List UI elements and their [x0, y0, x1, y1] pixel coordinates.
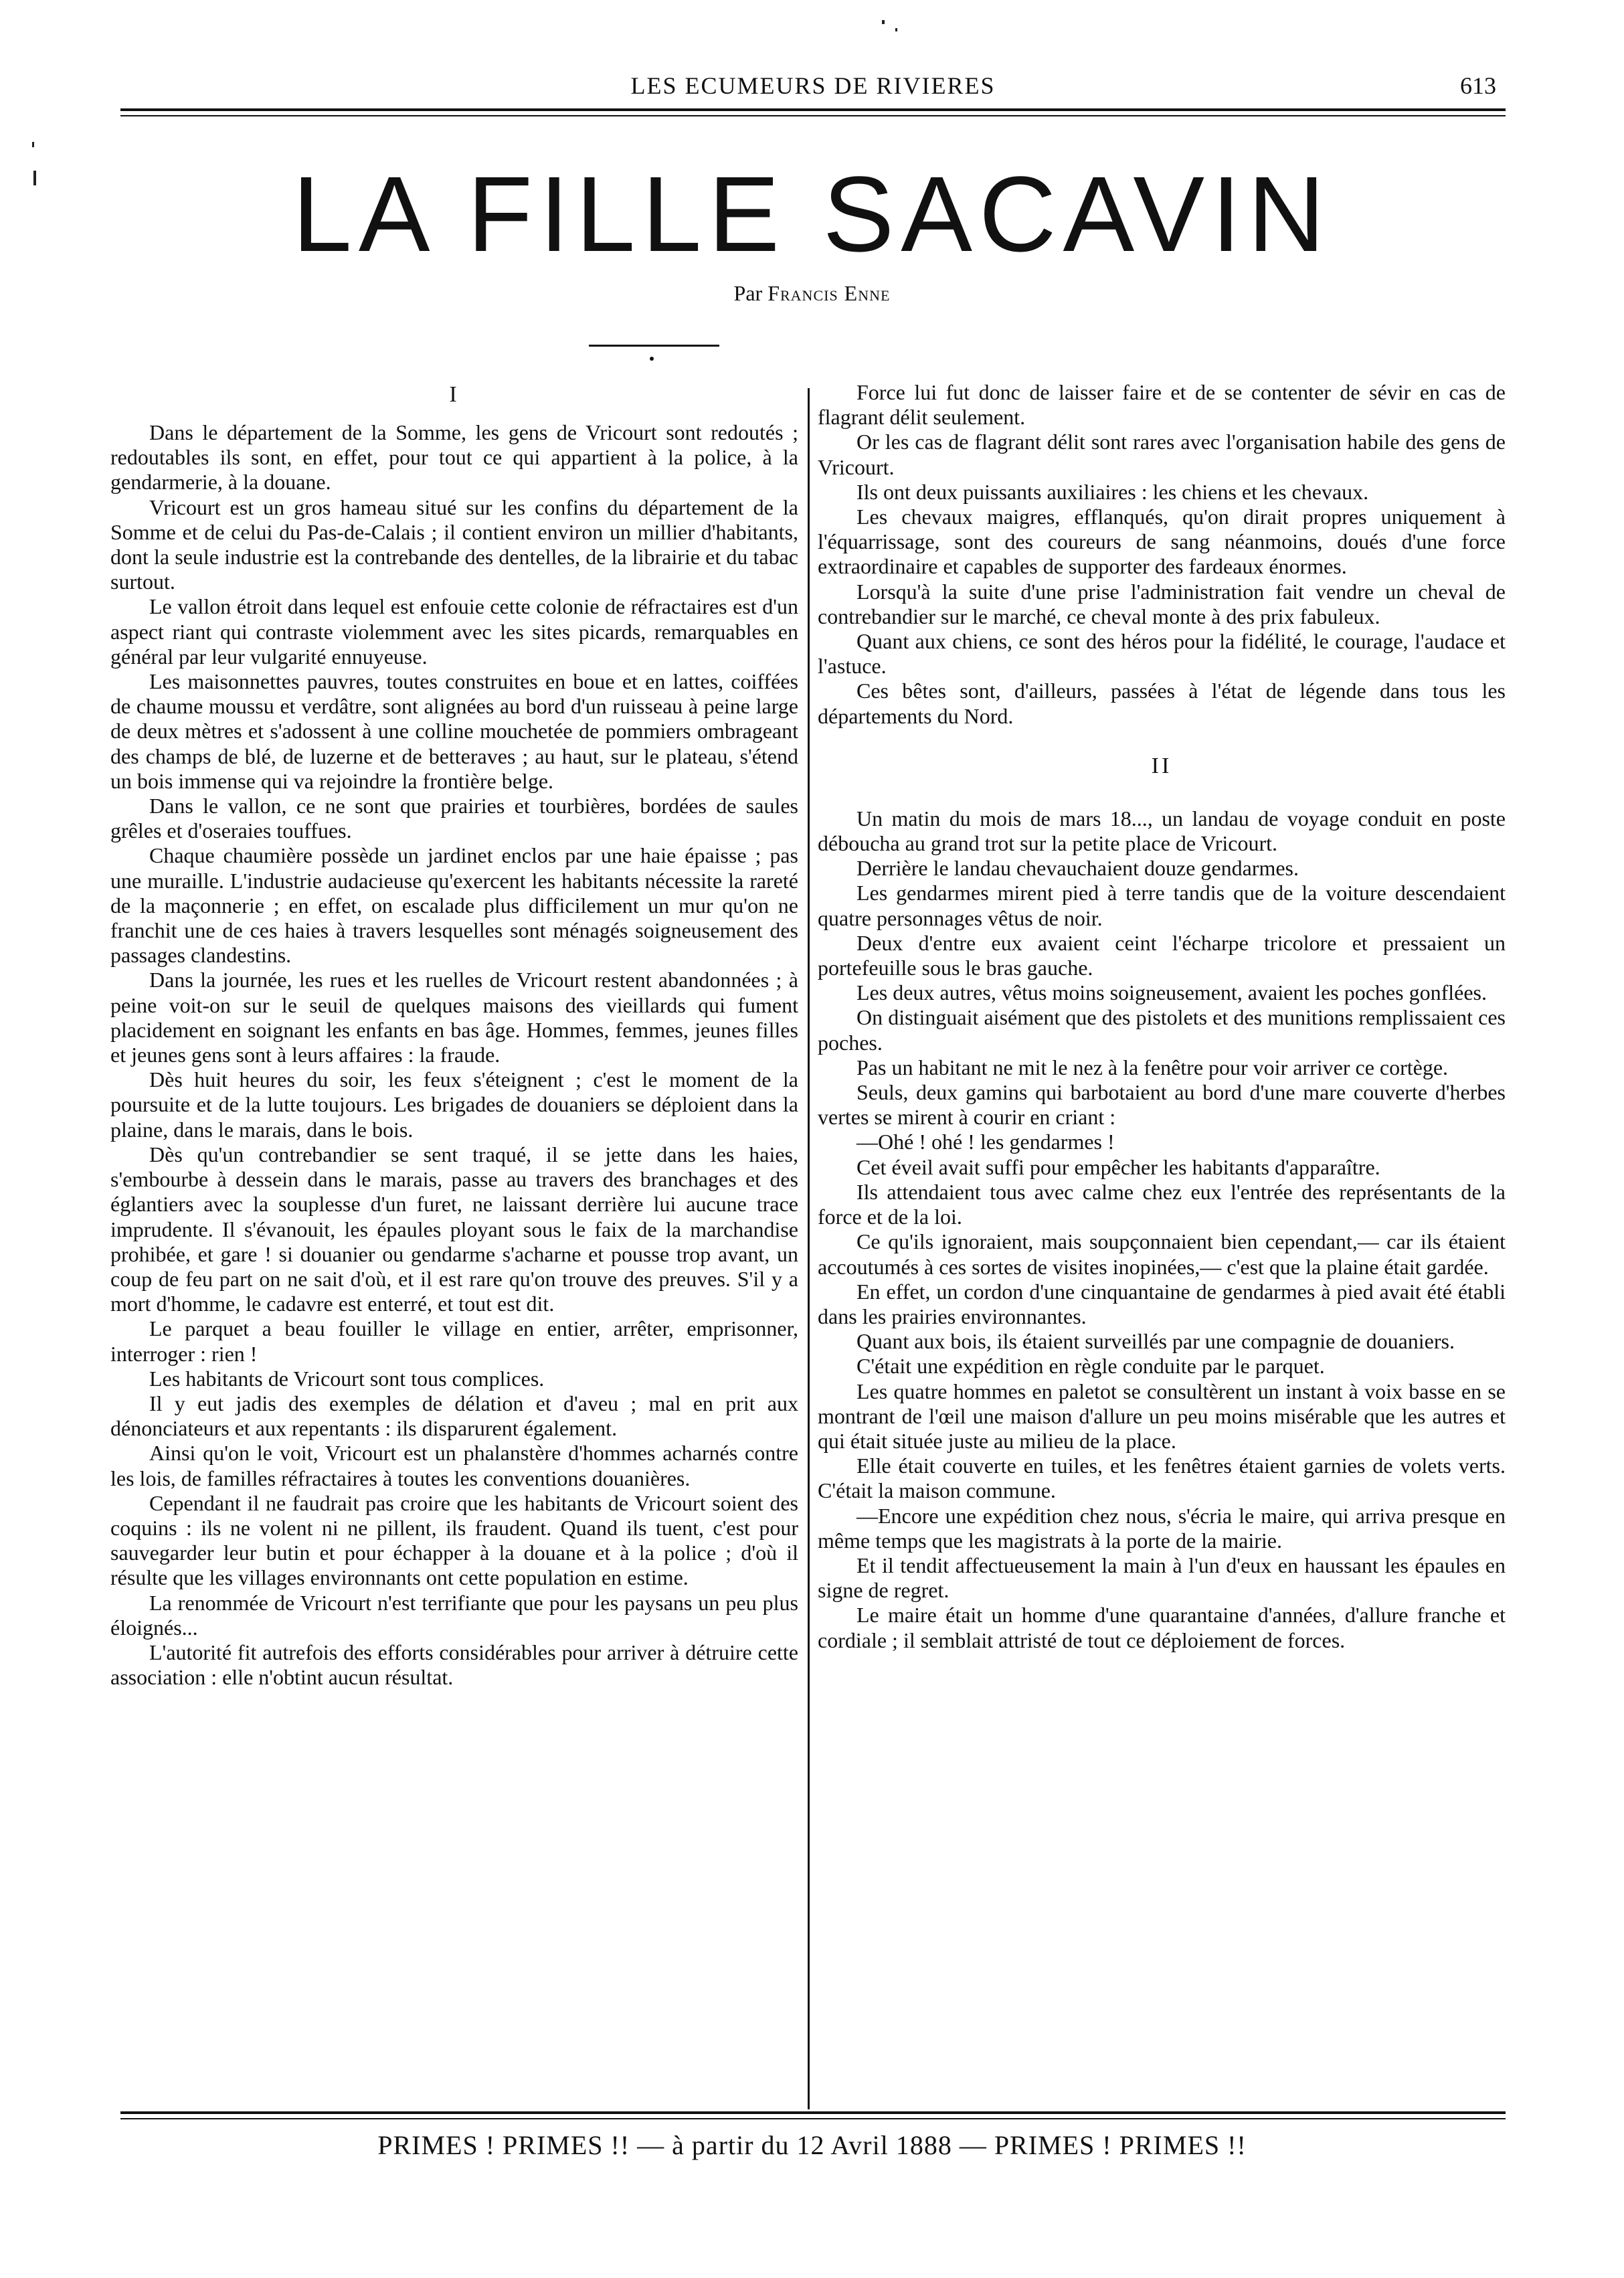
- left-column: [110, 380, 798, 2107]
- paragraph: Elle était couverte en tuiles, et les fenêtres étaient garnies de volets verts. C'était la maison commune.: [818, 1454, 1506, 1503]
- paragraph: Dans la journée, les rues et les ruelles de Vricourt restent abandonnées ; à peine voit-on sur le seuil de quelques maisons des vieillards qui fument placidement en soignant les enfants en bas âge. Hommes, femmes, jeunes filles et jeunes gens sont à leurs affaires : la fraude.: [110, 968, 798, 1067]
- title-rule: [589, 345, 719, 347]
- section-number: I: [449, 382, 460, 407]
- paragraph: Ces bêtes sont, d'ailleurs, passées à l'état de légende dans tous les départements du Nord.: [818, 679, 1506, 728]
- margin-speck: [32, 142, 34, 147]
- paragraph: Les gendarmes mirent pied à terre tandis que de la voiture descendaient quatre personnages vêtus de noir.: [818, 881, 1506, 930]
- paragraph: Un matin du mois de mars 18..., un landau de voyage conduit en poste déboucha au grand trot sur la petite place de Vricourt.: [818, 806, 1506, 856]
- paragraph: Ils attendaient tous avec calme chez eux l'entrée des représentants de la force et de la loi.: [818, 1179, 1506, 1229]
- paragraph: Il y eut jadis des exemples de délation et d'aveu ; mal en prit aux dénonciateurs et aux repentants : ils disparurent également.: [110, 1391, 798, 1441]
- paragraph: La renommée de Vricourt n'est terrifiante que pour les paysans un peu plus éloignés...: [110, 1590, 798, 1640]
- section-2-paragraphs: [818, 806, 1506, 1653]
- paragraph: En effet, un cordon d'une cinquantaine de gendarmes à pied avait été établi dans les prairies environnantes.: [818, 1279, 1506, 1328]
- paragraph: Dès qu'un contrebandier se sent traqué, il se jette dans les haies, s'embourbe à dessein dans le marais, passe au travers des branchages et des églantiers avec la souplesse d'un furet, ne laissant derrière lui aucune trace imprudente. Il s'évanouit, les épaules ployant sous le faix de la marchandise prohibée, et gare ! si douanier ou gendarme s'acharne et pousse trop avant, un coup de feu part on ne sait d'où, et il est rare qu'on trouve des preuves. S'il y a mort d'homme, le cadavre est enterré, et tout est dit.: [110, 1142, 798, 1316]
- paragraph: Les chevaux maigres, efflanqués, qu'on dirait propres uniquement à l'équarrissage, sont des coureurs de sang néanmoins, doués d'une force extraordinaire et capables de supporter des fardeaux énormes.: [818, 505, 1506, 579]
- paragraph: Ce qu'ils ignoraient, mais soupçonnaient bien cependant,— car ils étaient accoutumés à ces sortes de visites inopinées,— c'est que la plaine était gardée.: [818, 1229, 1506, 1279]
- footer-announcement: PRIMES ! PRIMES !! — à partir du 12 Avril 1888 — PRIMES ! PRIMES !!: [377, 2130, 1247, 2160]
- paragraph: L'autorité fit autrefois des efforts considérables pour arriver à détruire cette association : elle n'obtint aucun résultat.: [110, 1640, 798, 1690]
- paragraph: Les quatre hommes en paletot se consultèrent un instant à voix basse en se montrant de l'œil une maison d'allure un peu moins misérable que les autres et qui était située juste au milieu de la place.: [818, 1379, 1506, 1453]
- paragraph: Les deux autres, vêtus moins soigneusement, avaient les poches gonflées.: [856, 980, 1487, 1005]
- paragraph: Chaque chaumière possède un jardinet enclos par une haie épaisse ; pas une muraille. L'industrie audacieuse qu'exercent les habitants nécessite la rareté de la maçonnerie ; en effet, on escalade plus difficilement un mur qu'on ne franchit une de ces haies à travers lesquelles sont ménagés soigneusement des passages clandestins.: [110, 843, 798, 968]
- paragraph: Cependant il ne faudrait pas croire que les habitants de Vricourt soient des coquins : ils ne volent ni ne pillent, ils fraudent. Quand ils tuent, c'est pour sauvegarder leur butin et pour échapper à la douane et à la police ; d'où il résulte que les villages environnants ont cette population en estime.: [110, 1490, 798, 1590]
- story-title: LA FILLE SACAVIN: [292, 154, 1332, 274]
- running-head-title: LES ECUMEURS DE RIVIERES: [630, 72, 996, 99]
- section-1-paragraphs: [110, 420, 798, 1690]
- paragraph: On distinguait aisément que des pistolets et des munitions remplissaient ces poches.: [818, 1005, 1506, 1055]
- paragraph: —Encore une expédition chez nous, s'écria le maire, qui arriva presque en même temps que les magistrats à la porte de la mairie.: [818, 1503, 1506, 1553]
- paragraph: Le parquet a beau fouiller le village en entier, arrêter, emprisonner, interroger : rien !: [110, 1316, 798, 1366]
- paragraph: C'était une expédition en règle conduite par le parquet.: [856, 1354, 1325, 1379]
- paragraph: Dès huit heures du soir, les feux s'éteignent ; c'est le moment de la poursuite et de la lutte toujours. Les brigades de douaniers se déploient dans la plaine, dans le marais, dans le bois.: [110, 1067, 798, 1142]
- paragraph: Ils ont deux puissants auxiliaires : les chiens et les chevaux.: [856, 479, 1369, 504]
- paragraph: Seuls, deux gamins qui barbotaient au bord d'une mare couverte d'herbes vertes se mirent à courir en criant :: [818, 1080, 1506, 1130]
- paragraph: Ainsi qu'on le voit, Vricourt est un phalanstère d'hommes acharnés contre les lois, de familles réfractaires à toutes les conventions douanières.: [110, 1441, 798, 1490]
- byline: [0, 280, 1624, 306]
- running-head: [120, 66, 1506, 106]
- right-column: [818, 380, 1506, 2107]
- paragraph: Lorsqu'à la suite d'une prise l'administration fait vendre un cheval de contrebandier sur le marché, ce cheval monte à des prix fabuleux.: [818, 579, 1506, 628]
- paragraph: Quant aux chiens, ce sont des héros pour la fidélité, le courage, l'audace et l'astuce.: [818, 629, 1506, 679]
- section-number: II: [1151, 753, 1172, 778]
- section-1-continued-paragraphs: [818, 380, 1506, 729]
- paragraph: Et il tendit affectueusement la main à l'un d'eux en haussant les épaules en signe de regret.: [818, 1553, 1506, 1603]
- paragraph: Vricourt est un gros hameau situé sur les confins du département de la Somme et de celui du Pas-de-Calais ; il contient environ un millier d'habitants, dont la seule industrie est la contrebande des dentelles, de la librairie et du tabac surtout.: [110, 495, 798, 594]
- paragraph: Quant aux bois, ils étaient surveillés par une compagnie de douaniers.: [856, 1329, 1455, 1354]
- print-speck: [895, 28, 897, 31]
- header-double-rule: [120, 108, 1506, 116]
- paragraph: Or les cas de flagrant délit sont rares avec l'organisation habile des gens de Vricourt.: [818, 430, 1506, 479]
- title-ornament-dot: [650, 357, 654, 361]
- paragraph: Pas un habitant ne mit le nez à la fenêtre pour voir arriver ce cortège.: [856, 1055, 1449, 1079]
- paragraph: Les habitants de Vricourt sont tous complices.: [149, 1366, 545, 1391]
- paragraph: Derrière le landau chevauchaient douze gendarmes.: [856, 856, 1299, 881]
- column-divider: [808, 388, 810, 2109]
- paragraph: Les maisonnettes pauvres, toutes construites en boue et en lattes, coiffées de chaume moussu et verdâtre, sont alignées au bord d'un ruisseau à peine large de deux mètres et s'adossent à une colline mouchetée de pommiers ombrageant des champs de blé, de luzerne et de betteraves ; au haut, sur le plateau, s'étend un bois immense qui va rejoindre la frontière belge.: [110, 669, 798, 793]
- paragraph: Le vallon étroit dans lequel est enfouie cette colonie de réfractaires est d'un aspect riant qui contraste violemment avec les sites picards, remarquables en général par leur vulgarité ennuyeuse.: [110, 594, 798, 669]
- paragraph: Dans le vallon, ce ne sont que prairies et tourbières, bordées de saules grêles et d'oseraies touffues.: [110, 794, 798, 843]
- paragraph: Deux d'entre eux avaient ceint l'écharpe tricolore et pressaient un portefeuille sous le bras gauche.: [818, 930, 1506, 980]
- paragraph: Dans le département de la Somme, les gens de Vricourt sont redoutés ; redoutables ils sont, en effet, pour tout ce qui appartient à la police, à la gendarmerie, à la douane.: [110, 420, 798, 495]
- footer-double-rule: [120, 2111, 1506, 2119]
- page-number: 613: [1460, 72, 1496, 99]
- print-speck: [882, 20, 885, 24]
- byline-prefix: Par: [733, 281, 763, 305]
- paragraph: Le maire était un homme d'une quarantaine d'années, d'allure franche et cordiale ; il semblait attristé de tout ce déploiement de forces.: [818, 1603, 1506, 1652]
- author-name: Francis Enne: [768, 281, 891, 305]
- paragraph: —Ohé ! ohé ! les gendarmes !: [856, 1130, 1115, 1154]
- paragraph: Cet éveil avait suffi pour empêcher les habitants d'apparaître.: [856, 1154, 1380, 1179]
- paragraph: Force lui fut donc de laisser faire et de se contenter de sévir en cas de flagrant délit seulement.: [818, 380, 1506, 430]
